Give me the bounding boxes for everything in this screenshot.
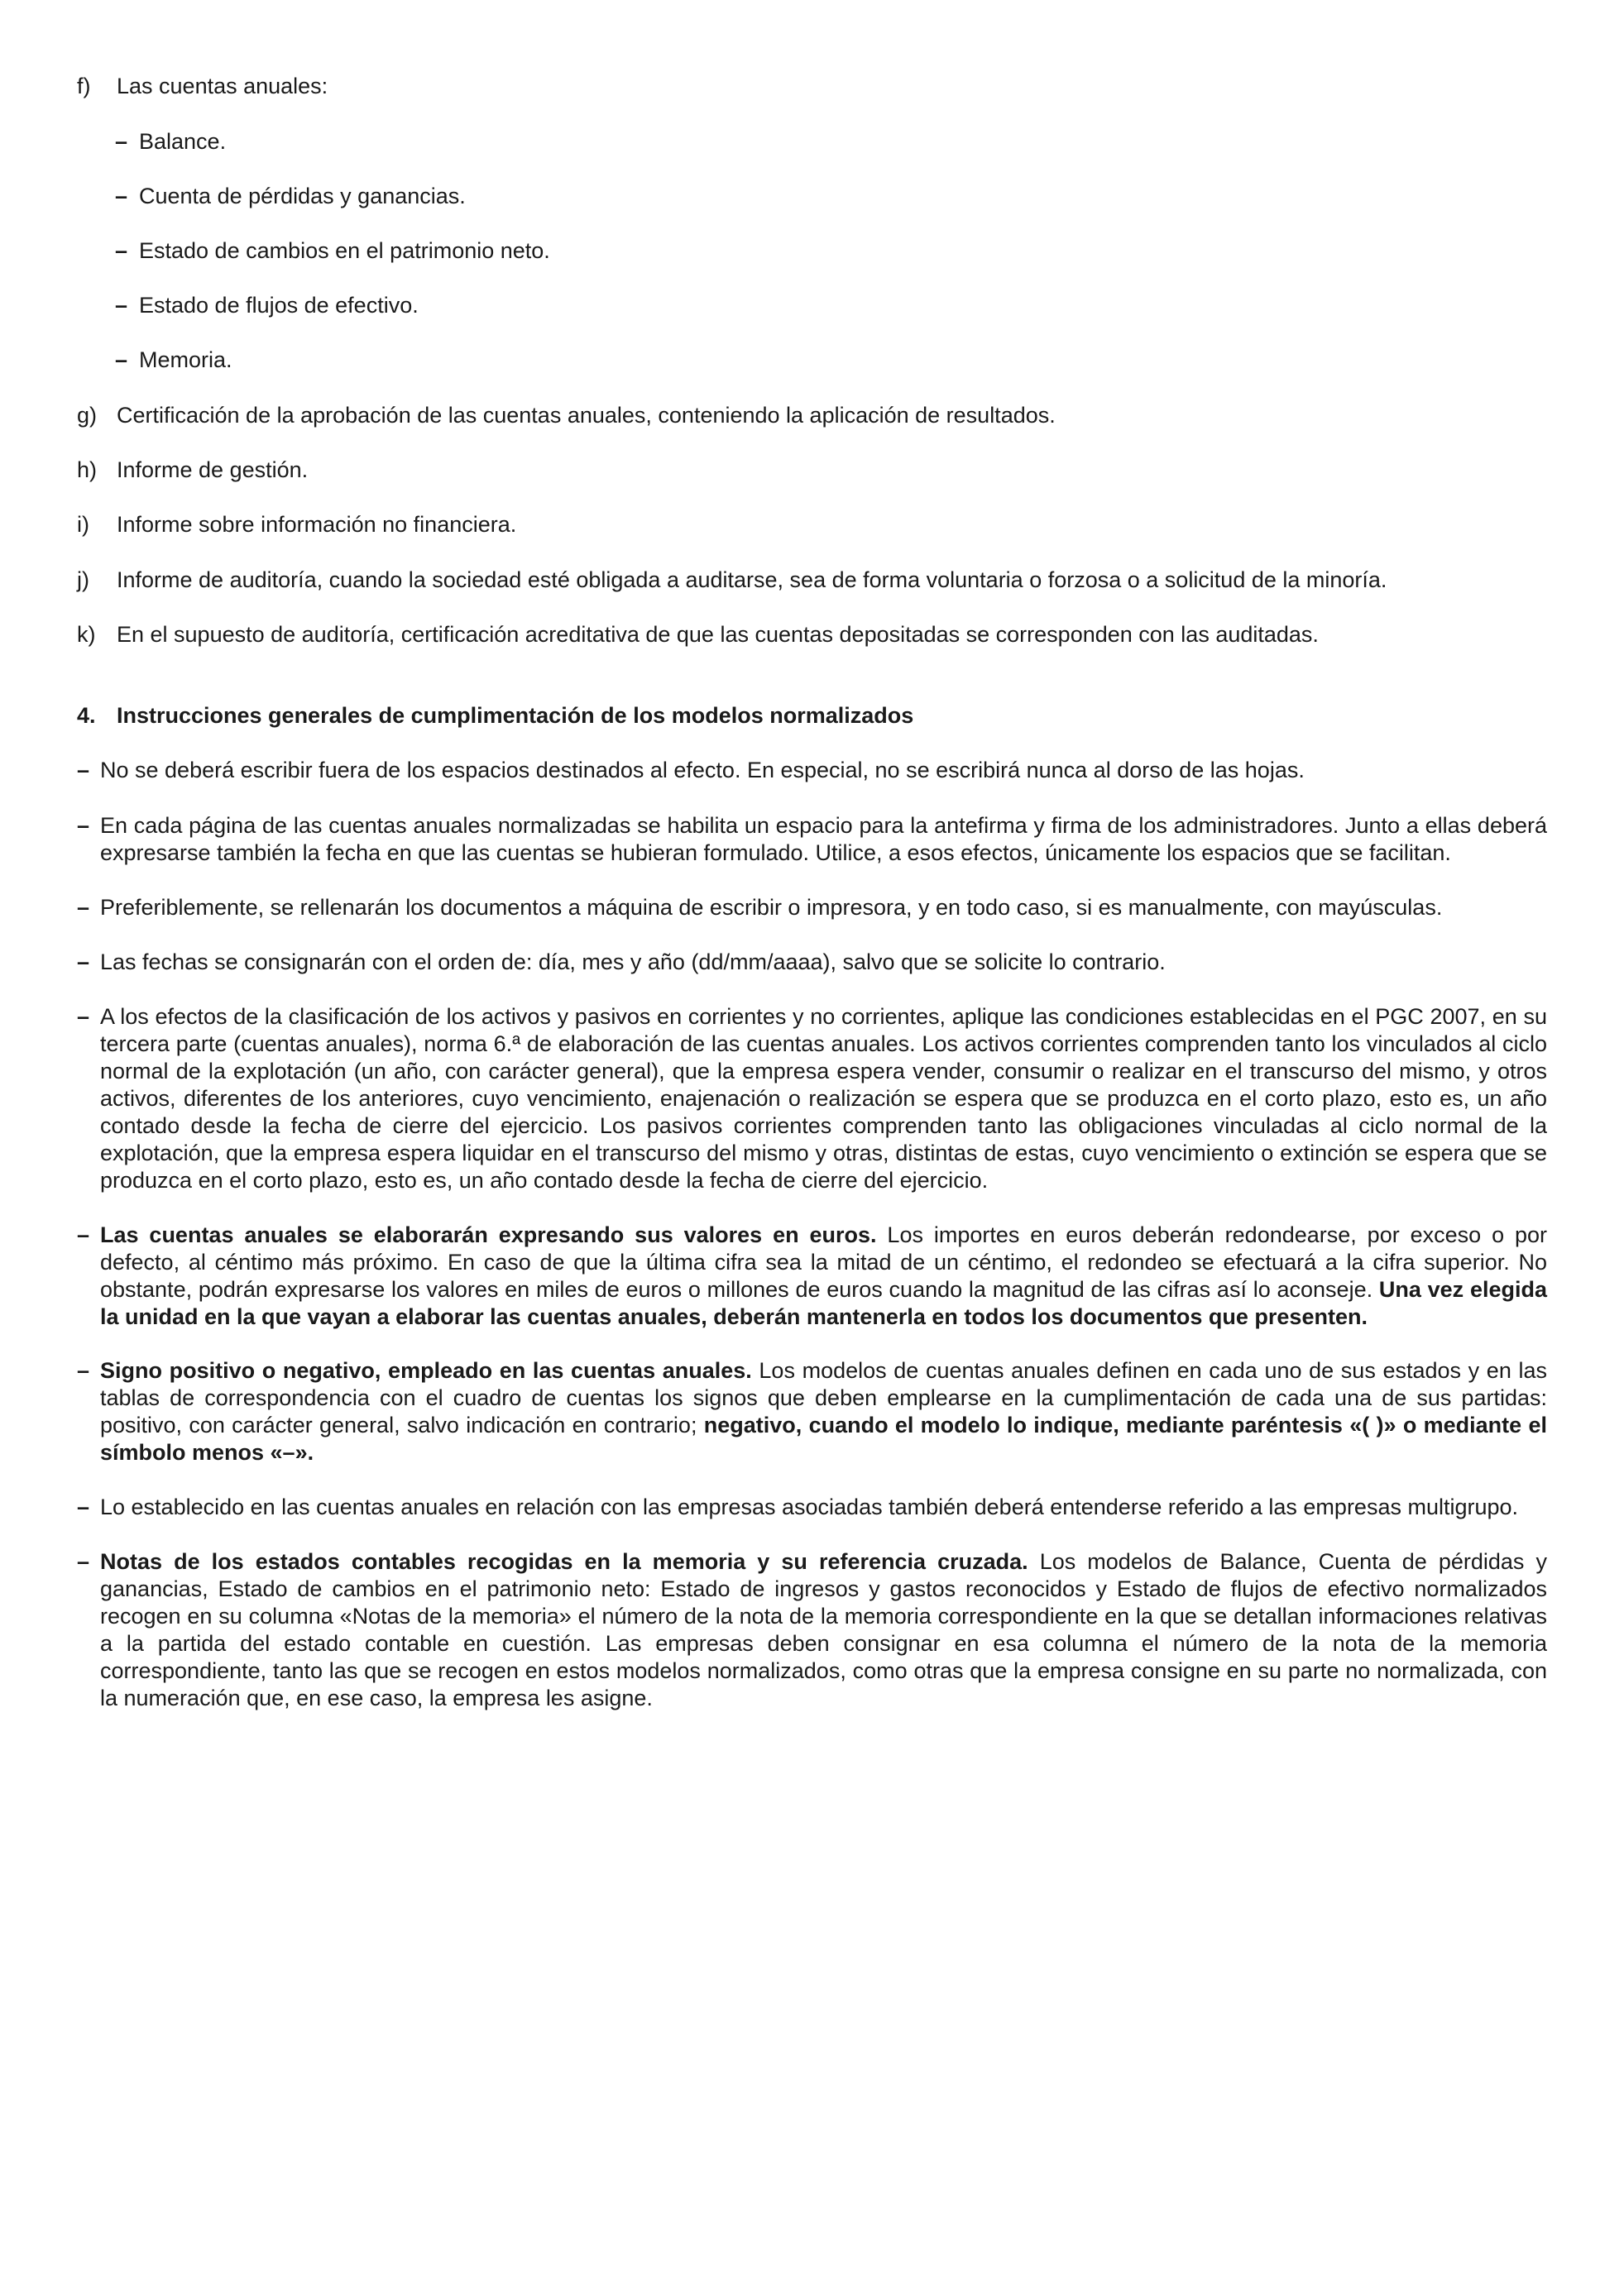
dash-bullet: – [77,813,90,838]
instruction-body: Lo establecido en las cuentas anuales en relación con las empresas asociadas también deberá entenderse referido a las empresas multigrupo. [100,1495,1519,1519]
instruction-text [100,1003,1547,1194]
instruction-bold-tail: negativo, cuando el modelo lo indique, mediante paréntesis «( )» o mediante el símbolo menos «–». [100,1413,1547,1465]
sub-list-item-text: Memoria. [139,347,232,372]
dash-bullet: – [77,758,90,782]
list-marker: j) [77,567,89,592]
instruction-body: Los modelos de cuentas anuales definen en cada uno de sus estados y en las tablas de correspondencia con el cuadro de cuentas los signos que deben emplearse en la cumplimentación de cada una de sus partidas: positivo, con carácter general, salvo indicación en contrario; [100,1358,1547,1437]
sub-list-item-text: Balance. [139,129,227,154]
instruction-text [100,949,1547,976]
instruction-bold-lead: Signo positivo o negativo, empleado en las cuentas anuales. [100,1358,752,1383]
dash-bullet: – [77,1358,90,1383]
instruction-body: No se deberá escribir fuera de los espacios destinados al efecto. En especial, no se escribirá nunca al dorso de las hojas. [100,758,1305,782]
sub-list-item-text: Cuenta de pérdidas y ganancias. [139,184,466,208]
section-number: 4. [77,703,96,728]
list-item-text: Informe sobre información no financiera. [117,512,517,537]
dash-bullet: – [115,347,128,372]
instruction-body: A los efectos de la clasificación de los activos y pasivos en corrientes y no corrientes, aplique las condiciones establecidas en el PGC 2007, en su tercera parte (cuentas anuales), norma 6.ª de elaboración de las cuentas anuales. Los activos corrientes comprenden tanto los vinculados al ciclo normal de la explotación (un año, con carácter general), que la empresa espera vender, consumir o realizar en el transcurso del mismo, y otros activos, diferentes de los anteriores, cuyo vencimiento, enajenación o realización se espera que se produzca en el corto plazo, esto es, un año contado desde la fecha de cierre del ejercicio. Los pasivos corrientes comprenden tanto las obligaciones vinculadas al ciclo normal de la explotación, que la empresa espera liquidar en el transcurso del mismo y otras, distintas de estas, cuyo vencimiento o extinción se espera que se produzca en el corto plazo, esto es, un año contado desde la fecha de cierre del ejercicio. [100,1004,1547,1193]
instruction-body: En cada página de las cuentas anuales normalizadas se habilita un espacio para la antefirma y firma de los administradores. Junto a ellas deberá expresarse también la fecha en que las cuentas se hubieran formulado. Utilice, a esos efectos, únicamente los espacios que se facilitan. [100,813,1547,865]
dash-bullet: – [77,1495,90,1519]
list-item-text: Informe de gestión. [117,457,309,482]
sub-list-item-text: Estado de flujos de efectivo. [139,293,419,318]
list-marker: f) [77,74,91,98]
sub-list-item-text: Estado de cambios en el patrimonio neto. [139,238,550,263]
instruction-text [100,1222,1547,1331]
dash-bullet: – [115,238,128,263]
instruction-text [100,1494,1547,1521]
section-title: Instrucciones generales de cumplimentación de los modelos normalizados [117,703,914,728]
instruction-body: Preferiblemente, se rellenarán los documentos a máquina de escribir o impresora, y en todo caso, si es manualmente, con mayúsculas. [100,895,1443,920]
dash-bullet: – [77,895,90,920]
instruction-bold-lead: Las cuentas anuales se elaborarán expresando sus valores en euros. [100,1222,877,1247]
dash-bullet: – [115,184,128,208]
list-marker: g) [77,403,98,428]
instruction-text [100,1548,1547,1712]
list-marker: i) [77,512,89,537]
dash-bullet: – [77,949,90,974]
list-marker: k) [77,622,96,647]
instruction-text [100,757,1547,784]
dash-bullet: – [77,1222,90,1247]
list-item-text: Certificación de la aprobación de las cuentas anuales, conteniendo la aplicación de resultados. [117,403,1056,428]
instruction-text [100,812,1547,867]
instruction-text [100,1357,1547,1466]
list-item-text: Las cuentas anuales: [117,74,328,98]
list-marker: h) [77,457,98,482]
instruction-body: Los importes en euros deberán redondearse, por exceso o por defecto, al céntimo más próximo. En caso de que la última cifra sea la mitad de un céntimo, el redondeo se efectuará a la cifra superior. No obstante, podrán expresarse los valores en miles de euros o millones de euros cuando la magnitud de las cifras así lo aconseje. [100,1222,1548,1302]
dash-bullet: – [77,1549,90,1574]
list-item-text: En el supuesto de auditoría, certificación acreditativa de que las cuentas depositadas se corresponden con las auditadas. [117,622,1319,647]
instruction-text [100,894,1547,921]
dash-bullet: – [77,1004,90,1029]
list-item-text: Informe de auditoría, cuando la sociedad esté obligada a auditarse, sea de forma voluntaria o forzosa o a solicitud de la minoría. [117,567,1387,592]
instruction-body: Las fechas se consignarán con el orden de: día, mes y año (dd/mm/aaaa), salvo que se solicite lo contrario. [100,949,1166,974]
dash-bullet: – [115,129,128,154]
dash-bullet: – [115,293,128,318]
instruction-bold-lead: Notas de los estados contables recogidas en la memoria y su referencia cruzada. [100,1549,1028,1574]
instruction-bold-tail: Una vez elegida la unidad en la que vayan a elaborar las cuentas anuales, deberán mantenerla en todos los documentos que presenten. [100,1277,1547,1329]
instruction-body: Los modelos de Balance, Cuenta de pérdidas y ganancias, Estado de cambios en el patrimonio neto: Estado de ingresos y gastos reconocidos y Estado de flujos de efectivo normalizados recogen en su columna «Notas de la memoria» el número de la nota de la memoria correspondiente en la que se detallan informaciones relativas a la partida del estado contable en cuestión. Las empresas deben consignar en esa columna el número de la nota de la memoria correspondiente, tanto las que se recogen en estos modelos normalizados, como otras que la empresa consigne en su parte no normalizada, con la numeración que, en ese caso, la empresa les asigne. [100,1549,1547,1710]
